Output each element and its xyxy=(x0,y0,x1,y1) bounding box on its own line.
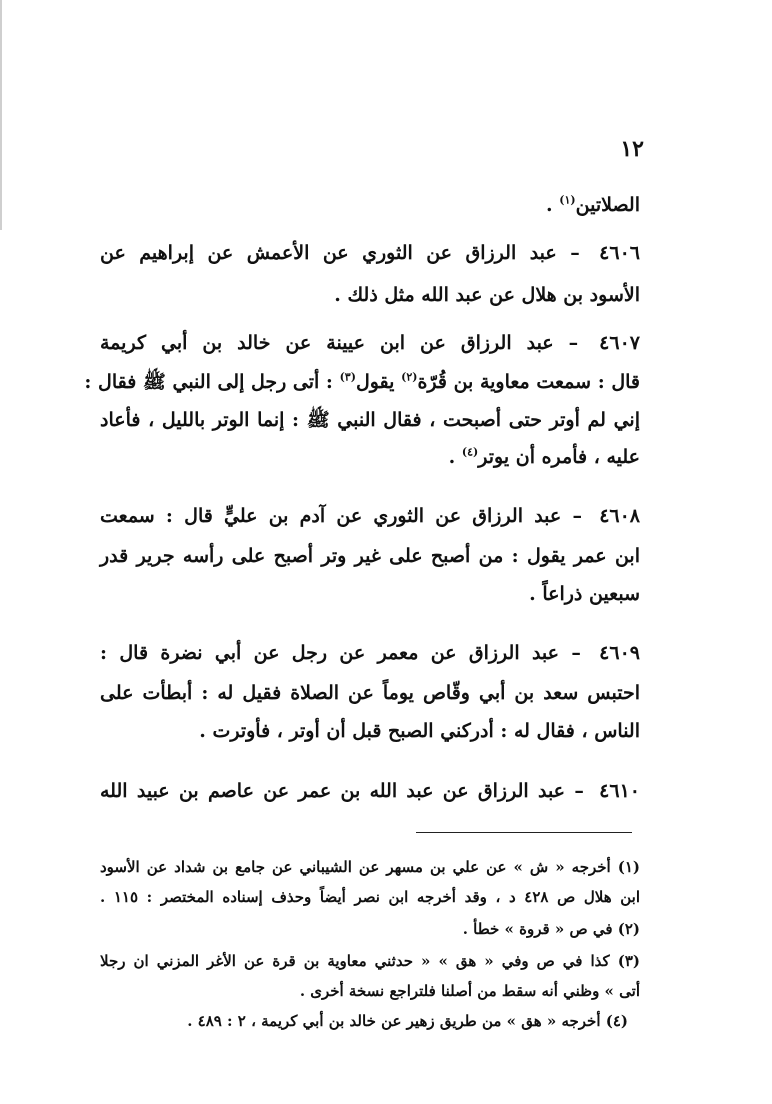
hadith-text: – عبد الرزاق عن معمر عن رجل عن أبي نضرة قال : xyxy=(100,642,581,664)
hadith-text: : أتى رجل إلى النبي ﷺ فقال : xyxy=(84,371,333,393)
hadith-4607 xyxy=(84,330,640,480)
hadith-line xyxy=(100,682,640,704)
continuation-text: الصلاتين xyxy=(575,194,640,216)
hadith-line xyxy=(199,720,640,742)
hadith-line xyxy=(100,408,640,436)
continuation-end: . xyxy=(546,194,560,216)
footnote-ref-3: (٣) xyxy=(339,370,356,384)
hadith-line xyxy=(100,332,640,354)
hadith-number: ٤٦٠٨ xyxy=(599,505,641,527)
hadith-4609 xyxy=(100,640,640,750)
page-number: ١٢ xyxy=(620,136,644,162)
hadith-text: – عبد الرزاق عن الثوري عن آدم بن عليٍّ قال : سمعت xyxy=(100,505,582,527)
footnote-ref-2: (٢) xyxy=(401,370,418,384)
hadith-text: . xyxy=(448,446,462,468)
hadith-line xyxy=(100,545,640,567)
footnote-line: ابن هلال ص ٤٢٨ د ، وقد أخرجه ابن نصر أيضاً وحذف إسناده المختصر : ١١٥ . xyxy=(100,888,640,906)
continuation-line xyxy=(546,194,640,216)
hadith-text: – عبد الرزاق عن ابن عيينة عن خالد بن أبي كريمة xyxy=(100,332,579,354)
footnote-line: أتى » وظني أنه سقط من أصلنا فلتراجع نسخة أخرى . xyxy=(299,982,640,1000)
hadith-text: يقول xyxy=(355,371,395,393)
hadith-text: سبعين ذراعاً . xyxy=(529,583,640,605)
footnote-ref-1: (١) xyxy=(559,193,576,207)
footnote-line: (١) أخرجه « ش » عن علي بن مسهر عن الشيباني عن جامع بن شداد عن الأسود xyxy=(100,858,640,876)
hadith-text: احتبس سعد بن أبي وقّاص يوماً عن الصلاة فقيل له : أبطأت على xyxy=(100,682,640,704)
hadith-text: إني لم أوتر حتى أصبحت ، فقال النبي ﷺ : إنما الوتر بالليل ، فأعاد xyxy=(100,409,640,431)
hadith-text: عليه ، فأمره أن يوتر xyxy=(478,446,640,468)
footnote-ref-4: (٤) xyxy=(461,445,479,459)
hadith-line xyxy=(334,284,640,306)
footnote-line: (٣) كذا في ص وفي « هق » « حدثني معاوية بن قرة عن الأغر المزني ان رجلا xyxy=(100,952,640,970)
footnote-separator xyxy=(416,832,632,833)
hadith-line xyxy=(100,642,640,664)
hadith-text: قال : سمعت معاوية بن قُرّة xyxy=(417,371,640,393)
hadith-number: ٤٦٠٦ xyxy=(599,242,640,264)
hadith-line xyxy=(449,446,640,468)
footnote-line: (٢) في ص « قروة » خطأ . xyxy=(462,920,640,938)
hadith-text: – عبد الرزاق عن الثوري عن الأعمش عن إبراهيم عن xyxy=(100,242,580,264)
hadith-line xyxy=(100,505,640,527)
hadith-4610 xyxy=(100,778,640,818)
hadith-line xyxy=(529,583,640,605)
page-edge-shadow xyxy=(0,0,2,230)
footnote-line: (٤) أخرجه « هق » من طريق زهير عن خالد بن أبي كريمة ، ٢ : ٤٨٩ . xyxy=(187,1012,628,1030)
hadith-line xyxy=(100,242,640,264)
hadith-text: الناس ، فقال له : أدركني الصبح قبل أن أوتر ، فأوترت . xyxy=(199,720,640,742)
footnotes xyxy=(100,850,640,1040)
hadith-text: ابن عمر يقول : من أصبح على غير وتر أصبح على رأسه جرير قدر xyxy=(100,545,640,567)
hadith-number: ٤٦٠٧ xyxy=(599,332,640,354)
hadith-text: الأسود بن هلال عن عبد الله مثل ذلك . xyxy=(334,284,640,306)
hadith-line xyxy=(84,370,640,398)
hadith-4606 xyxy=(100,240,640,310)
hadith-number: ٤٦١٠ xyxy=(599,780,640,802)
hadith-line xyxy=(100,780,640,802)
hadith-number: ٤٦٠٩ xyxy=(599,642,640,664)
hadith-text: – عبد الرزاق عن عبد الله بن عمر عن عاصم بن عبيد الله xyxy=(100,780,584,802)
hadith-4608 xyxy=(100,503,640,613)
continuation-paragraph xyxy=(100,190,640,230)
